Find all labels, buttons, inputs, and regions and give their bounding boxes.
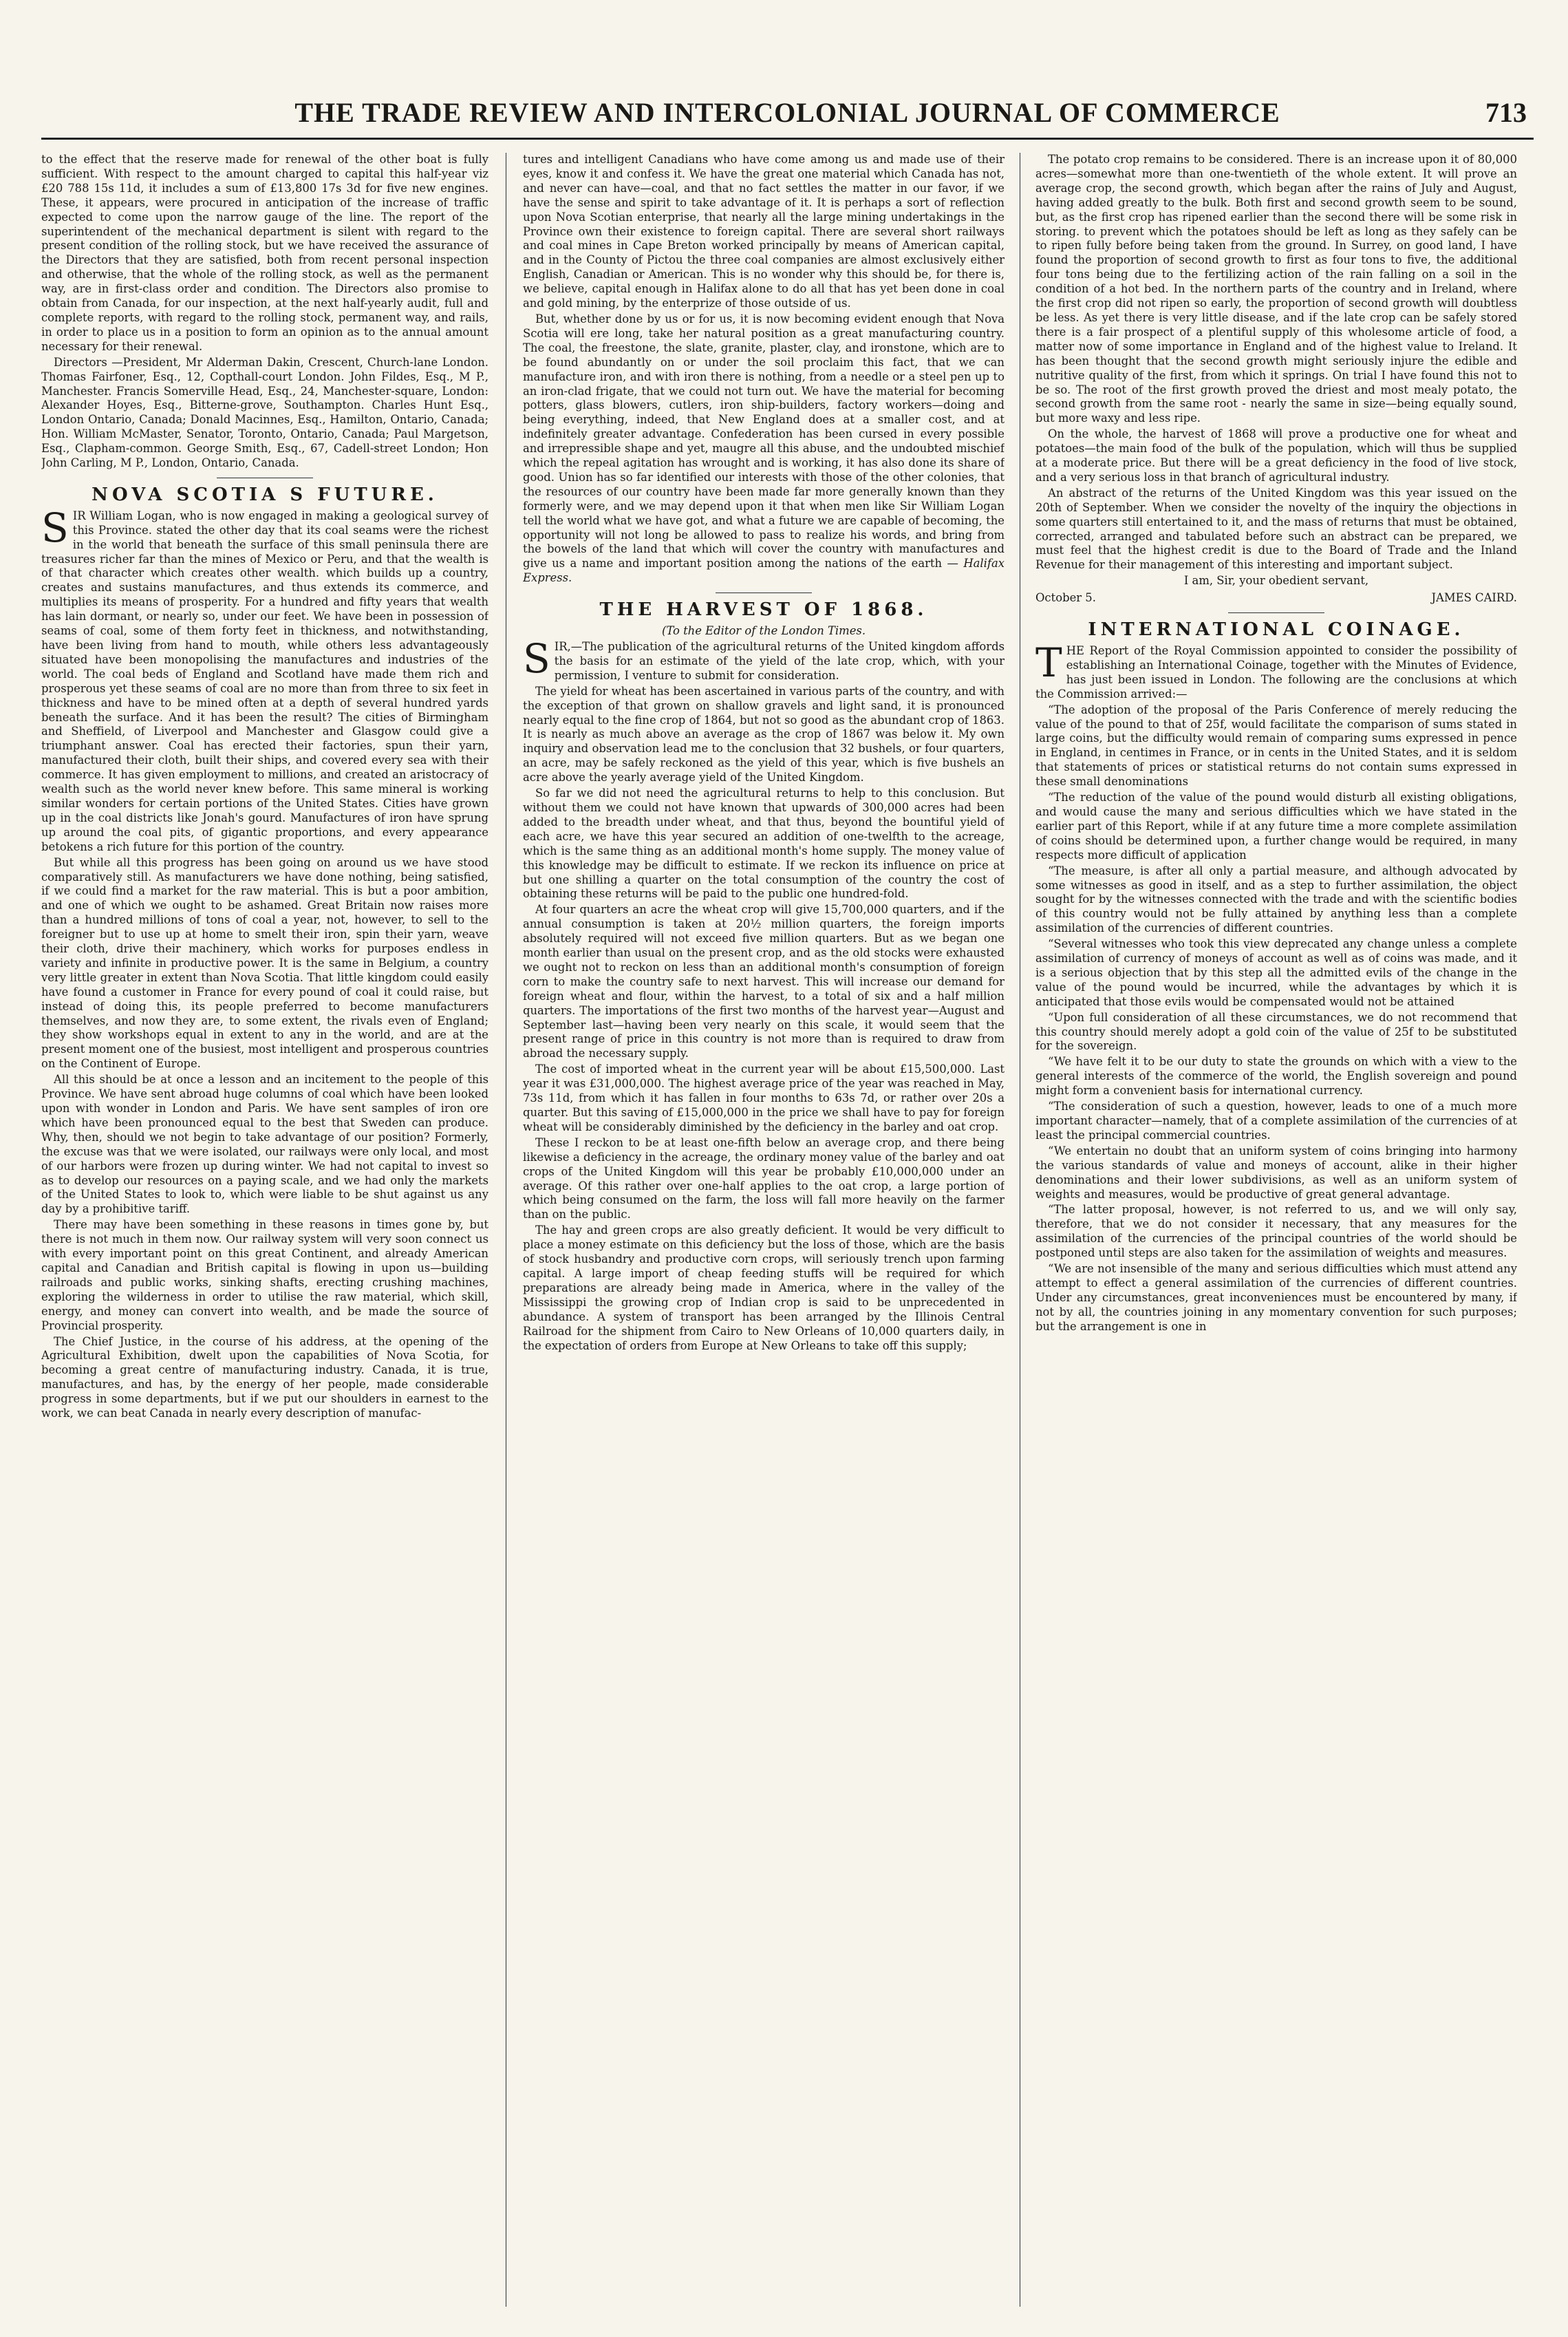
paragraph: At four quarters an acre the wheat crop will give 15,700,000 quarters, and if the annual consumption is taken at 20½ million quarters, the foreign imports absolutely required will not exceed five million quarters. But as we began one month earlier than usual on the present crop, and as the old stocks were exhausted we ought not to reckon on less than an additional month's consumption of foreign corn to make the country safe to next harvest. This will increase our demand for foreign wheat and flour, within the harvest, to a total of six and a half million quarters. The importations of the first two months of the harvest year—August and September last—having been very nearly on this scale, it would seem that the present range of price in this country is not more than is required to draw from abroad the necessary supply. bbox=[523, 903, 1005, 1060]
paragraph: “We entertain no doubt that an uniform system of coins bringing into harmony the various standards of value and moneys of account, alike in their higher denominations and their lower subdivisions, as well as an uniform system of weights and measures, would be productive of great general advantage. bbox=[1035, 1144, 1517, 1201]
signature-block bbox=[1035, 591, 1517, 606]
paragraph: “We are not insensible of the many and serious difficulties which must attend any attempt to effect a general assimilation of the currencies of different countries. Under any circumstances, great inconveniences must be encountered by many, if not by all, the countries joining in any momentary convention for such purposes; but the arrangement is one in bbox=[1035, 1262, 1517, 1333]
paragraph: These I reckon to be at least one-fifth below an average crop, and there being likewise a deficiency in the acreage, the ordinary money value of the barley and oat crops of the United Kingdom will this year be probably £10,000,000 under an average. Of this rather over one-half applies to the oat crop, a large portion of which being consumed on the farm, the loss will fall more heavily on the farmer than on the public. bbox=[523, 1135, 1005, 1221]
letter-date: October 5. bbox=[1035, 591, 1096, 605]
paragraph-text: HE Report of the Royal Commission appointed to consider the possibility of establishing an International Coinage, together with the Minutes of Evidence, has just been issued in London. The following are the conclusions at which the Commission arrived:— bbox=[1035, 644, 1517, 701]
paragraph: “The consideration of such a question, however, leads to one of a much more important character—namely, that of a complete assimilation of the currencies of at least the principal commercial countries. bbox=[1035, 1100, 1517, 1142]
paragraph: So far we did not need the agricultural returns to help to this conclusion. But without them we could not have known that upwards of 300,000 acres had been added to the breadth under wheat, and that thus, beyond the bountiful yield of each acre, we have this year secured an addition of one-twelfth to the acreage, which is the same thing as an additional month's home supply. The money value of this knowledge may be difficult to estimate. If we reckon its influence on price at but one shilling a quarter on the total consumption of the country the cost of obtaining these returns will be paid to the public one hundred-fold. bbox=[523, 787, 1005, 901]
paragraph: The cost of imported wheat in the current year will be about £15,500,000. Last year it was £31,000,000. The highest average price of the year was reached in May, 73s 11d, from which it has fallen in four months to 63s 7d, or rather over 20s a quarter. But this saving of £15,000,000 in the price we shall have to pay for foreign wheat will be considerably diminished by the deficiency in the barley and oat crop. bbox=[523, 1063, 1005, 1133]
paragraph: Directors —President, Mr Alderman Dakin, Crescent, Church-lane London. Thomas Fairfoner, Esq., 12, Copthall-court London. John Fildes, Esq., M P., Manchester. Francis Somerville Head, Esq., 24, Manchester-square, London: Alexander Hoyes, Esq., Bitterne-grove, Southampton. Charles Hunt Esq., London Ontario, Canada; Donald Macinnes, Esq., Hamilton, Ontario, Canada; Hon. William McMaster, Senator, Toronto, Ontario, Canada; Paul Margetson, Esq., Clapham-common. George Smith, Esq., 67, Cadell-street London; Hon John Carling, M P., London, Ontario, Canada. bbox=[41, 355, 488, 470]
paragraph: “The measure, is after all only a partial measure, and although advocated by some witnesses as good in itself, and as a step to further assimilation, the object sought for by the witnesses connected with the trade and with the scientific bodies of this country would not be fully attained by anything less than a complete assimilation of the currencies of different countries. bbox=[1035, 864, 1517, 935]
article-heading-coinage: INTERNATIONAL COINAGE. bbox=[1088, 619, 1465, 641]
column-1 bbox=[41, 153, 488, 2307]
source-credit: Halifax Express. bbox=[523, 557, 1005, 585]
paragraph: All this should be at once a lesson and an incitement to the people of this Province. We have sent abroad huge columns of coal which have been looked upon with wonder in London and Paris. We have sent samples of iron ore which have been pronounced equal to the best that Sweden can produce. Why, then, should we not begin to take advantage of our position? Formerly, the excuse was that we were isolated, our railways were only local, and most of our harbors were frozen up during winter. We had not capital to invest so as to develop our resources on a paying scale, and we had only the markets of the United States to look to, which were liable to be shut against us any day by a prohibitive tariff. bbox=[41, 1073, 488, 1216]
article-heading-nova-scotia: NOVA SCOTIA S FUTURE. bbox=[92, 484, 438, 505]
section-divider bbox=[1228, 612, 1324, 613]
paragraph: An abstract of the returns of the United Kingdom was this year issued on the 20th of September. When we consider the novelty of the inquiry the objections in some quarters still entertained to it, and the mass of returns that must be obtained, corrected, arranged and tabulated before such an abstract can be prepared, we must feel that the highest credit is due to the Board of Trade and the Inland Revenue for their management of this interesting and important subject. bbox=[1035, 486, 1517, 572]
paragraph: “We have felt it to be our duty to state the grounds on which with a view to the general interests of the commerce of the world, the English sovereign and pound might form a convenient basis for international currency. bbox=[1035, 1055, 1517, 1098]
paragraph: tures and intelligent Canadians who have come among us and made use of their eyes, know it and confess it. We have the great one material which Canada has not, and never can have—coal, and that no fact settles the matter in our favor, if we have the sense and spirit to take advantage of it. It is perhaps a sort of reflection upon Nova Scotian enterprise, that nearly all the large mining undertakings in the Province own their existence to foreign capital. There are several short railways and coal mines in Cape Breton worked principally by means of American capital, and in the County of Pictou the three coal companies are almost exclusively either English, Canadian or American. This is no wonder why this should be, for there is, we believe, capital enough in Halifax alone to do all that has yet been done in coal and gold mining, by the enterprize of those outside of us. bbox=[523, 153, 1005, 310]
drop-cap: S bbox=[41, 504, 69, 551]
paragraph: “The adoption of the proposal of the Paris Conference of merely reducing the value of the pound to that of 25f, would facilitate the comparison of sums stated in large coins, but the difficulty would remain of comparing sums expressed in pence in England, in centimes in France, or in cents in the United States, and it is seldom that statements of prices or statistical returns do not contain sums expressed in these small denominations bbox=[1035, 703, 1517, 789]
paragraph-text: But, whether done by us or for us, it is now becoming evident enough that Nova Scotia will ere long, take her natural position as a great manufacturing country. The coal, the freestone, the slate, granite, plaster, clay, and ironstone, which are to be found abundantly on or under the soil proclaim this fact, that we can manufacture iron, and with iron there is nothing, from a needle or a steel pen up to an iron-clad frigate, that we could not turn out. We have the material for becoming potters, glass blowers, cutlers, iron ship-builders, factory workers—doing and being everything, indeed, that New England does at a smaller cost, and at indefinitely greater advantage. Confederation has been cursed in every possible and irrepressible shape and yet, maugre all this abuse, and the undoubted mischief which the repeal agitation has wrought and is working, it has also done its share of good. Union has so far identified our interests with those of the other colonies, that the resources of our country have been made far more generally known than they formerly were, and we may depend upon it that when men like Sir William Logan tell the world what we have got, and what a future we are capable of becoming, the opportunity will not long be allowed to pass to realize his words, and bring from the bowels of the land that which will cover the country with manufactures and give us a name and important position among the nations of the earth — bbox=[523, 312, 1005, 570]
paragraph: to the effect that the reserve made for renewal of the other boat is fully sufficient. With respect to the amount charged to capital this half-year viz £20 788 15s 11d, it includes a sum of £13,800 17s 3d for five new engines. These, it appears, were procured in anticipation of the increase of traffic expected to come upon the narrow gauge of the line. The report of the superintendent of the mechanical department is silent with regard to the present condition of the rolling stock, but we have received the assurance of the Directors that they are satisfied, both from recent personal inspection and otherwise, that the whole of the rolling stock, as well as the permanent way, are in first-class order and condition. The Directors also promise to obtain from Canada, for our inspection, at the next half-yearly audit, full and complete reports, with regard to the rolling stock, permanent way, and rails, in order to place us in a position to form an opinion as to the annual amount necessary for their renewal. bbox=[41, 153, 488, 353]
paragraph: There may have been something in these reasons in times gone by, but there is not much in them now. Our railway system will very soon connect us with every important point on this great Continent, and already American capital and Canadian and British capital is flowing in upon us—building railroads and public works, sinking shafts, erecting crushing machines, exploring the wilderness in order to utilise the raw material, which skill, energy, and money can convert into wealth, and be made the source of Provincial prosperity. bbox=[41, 1218, 488, 1332]
paragraph: But while all this progress has been going on around us we have stood comparatively still. As manufacturers we have done nothing, being satisfied, if we could find a market for the raw material. This is but a poor ambition, and one of which we ought to be ashamed. Great Britain now raises more than a hundred millions of tons of coal a year, not, however, to sell to the foreigner but to use up at home to smelt their iron, spin their yarn, weave their cloth, drive their machinery, which works for purposes endless in variety and infinite in productive power. It is the same in Belgium, a country very little greater in extent than Nova Scotia. That little kingdom could easily have found a customer in France for every pound of coal it could raise, but instead of doing this, its people preferred to become manufacturers themselves, and now they are, to some extent, the rivals even of England; they show workshops equal in extent to any in the world, and are at the present moment one of the busiest, most intelligent and prosperous countries on the Continent of Europe. bbox=[41, 855, 488, 1071]
article-heading-harvest: THE HARVEST OF 1868. bbox=[599, 599, 928, 621]
column-3 bbox=[1035, 153, 1517, 2307]
paragraph: The potato crop remains to be considered. There is an increase upon it of 80,000 acres—somewhat more than one-twentieth of the whole extent. It will prove an average crop, the second growth, which began after the rains of July and August, having added greatly to the bulk. Both first and second growth seem to be sound, but, as the first crop has ripened earlier than the second there will be some risk in storing. to prevent which the potatoes should be left as long as they safely can be to ripen fully before being taken from the ground. In Surrey, on good land, I have found the proportion of second growth to first as four tons to five, the additional four tons being due to the fertilizing action of the rain falling on a soil in the condition of a hot bed. In the northern parts of the country and in Ireland, where the first crop did not ripen so early, the proportion of second growth will doubtless be less. As yet there is very little disease, and if the late crop can be safely stored there is a fair prospect of a plentiful supply of this wholesome article of food, a matter now of some importance in England and of the highest value to Ireland. It has been thought that the second growth might seriously injure the edible and nutritive quality of the first, from which it springs. On trial I have found this not to be so. The root of the first growth proved the driest and most mealy potato, the second growth from the same root - nearly the same in size—being equally sound, but more waxy and less ripe. bbox=[1035, 153, 1517, 425]
masthead bbox=[41, 96, 1534, 140]
paragraph: The yield for wheat has been ascertained in various parts of the country, and with the exception of that grown on shallow gravels and light sand, it is pronounced nearly equal to the fine crop of 1864, but not so good as the abundant crop of 1863. It is nearly as much above an average as the crop of 1867 was below it. My own inquiry and observation lead me to the conclusion that 32 bushels, or four quarters, an acre, may be safely reckoned as the yield of this year, which is five bushels an acre above the yearly average yield of the United Kingdom. bbox=[523, 684, 1005, 785]
closing-line: I am, Sir, your obedient servant, bbox=[1183, 574, 1369, 588]
page-number: 713 bbox=[1485, 97, 1527, 128]
paragraph bbox=[41, 504, 488, 855]
paragraph bbox=[523, 312, 1005, 586]
paragraph: On the whole, the harvest of 1868 will prove a productive one for wheat and potatoes—the main food of the bulk of the population, which will thus be supplied at a moderate price. But there will be a great deficiency in the food of live stock, and a very serious loss in that branch of agricultural industry. bbox=[1035, 427, 1517, 484]
paragraph bbox=[1035, 639, 1517, 702]
article-subheading: (To the Editor of the London Times. bbox=[661, 624, 866, 638]
letter-signer: JAMES CAIRD. bbox=[1431, 591, 1517, 605]
paragraph: “Several witnesses who took this view deprecated any change unless a complete assimilation of currency of moneys of account as well as of coins was made, and it is a serious objection that by this step all the admitted evils of the change in the value of the pound would be incurred, while the advantages by which it is anticipated that those evils would be compensated would not be attained bbox=[1035, 937, 1517, 1008]
paragraph: The hay and green crops are also greatly deficient. It would be very difficult to place a money estimate on this deficiency but the loss of those, which are the basis of stock husbandry and productive corn crops, will seriously trench upon farming capital. A large import of cheap feeding stuffs will be required for which preparations are already being made in America, where in the valley of the Mississippi the growing crop of Indian crop is said to be unprecedented in abundance. A system of transport has been arranged by the Illinois Central Railroad for the shipment from Cairo to New Orleans of 10,000 quarters daily, in the expectation of orders from Europe at New Orleans to take off this supply; bbox=[523, 1224, 1005, 1352]
paragraph: “The reduction of the value of the pound would disturb all existing obligations, and would cause the many and serious difficulties which we have stated in the earlier part of this Report, while if at any future time a more complete assimilation of coins should be determined upon, a further change would be required, in many respects more difficult of application bbox=[1035, 791, 1517, 862]
paragraph-text: IR,—The publication of the agricultural returns of the United kingdom affords the basis for an estimate of the yield of the late crop, which, with your permission, I venture to submit for consideration. bbox=[554, 640, 1005, 682]
column-2 bbox=[523, 153, 1005, 2307]
paragraph: The Chief Justice, in the course of his address, at the opening of the Agricultural Exhibition, dwelt upon the capabilities of Nova Scotia, for becoming a great centre of manufacturing industry. Canada, it is true, manufactures, and has, by the energy of her people, made considerable progress in some departments, but if we put our shoulders in earnest to the work, we can beat Canada in nearly every description of manufac- bbox=[41, 1334, 488, 1420]
paragraph bbox=[523, 635, 1005, 683]
drop-cap: S bbox=[523, 635, 550, 682]
journal-title: THE TRADE REVIEW AND INTERCOLONIAL JOURNAL OF COMMERCE bbox=[294, 97, 1280, 128]
paragraph: “The latter proposal, however, is not referred to us, and we will only say, therefore, that we do not consider it necessary, that any measures for the assimilation of the currencies of the principal countries of the world should be postponed until steps are also taken for the assimilation of weights and measures. bbox=[1035, 1203, 1517, 1260]
paragraph-text: IR William Logan, who is now engaged in making a geological survey of this Province. stated the other day that its coal seams were the richest in the world that beneath the surface of this small peninsula there are treasures richer far than the mines of Mexico or Peru, and that the wealth is of that character which creates other wealth. which builds up a country, creates and sustains manufactures, and thus extends its commerce, and multiplies its means of prosperity. For a hundred and fifty years that wealth has lain dormant, or nearly so, under our feet. We have been in possession of seams of coal, some of them forty feet in thickness, and notwithstanding, have been living from hand to mouth, while others less advantageously situated have been monopolising the manufactures and industries of the world. The coal beds of England and Scotland have made them rich and prosperous yet these seams of coal are no more than from three to six feet in thickness and have to be mined often at a depth of several hundred yards beneath the surface. And it has been the result? The cities of Birmingham and Sheffield, of Liverpool and Manchester and Glasgow could give a triumphant answer. Coal has erected their factories, spun their yarn, manufactured their cloth, built their ships, and covered every sea with their commerce. It has given employment to millions, and created an aristocracy of wealth such as the world never knew before. This same mineral is working similar wonders for certain portions of the United States. Cities have grown up in the coal districts like Jonah's gourd. Manufactures of iron have sprung up around the coal pits, of gigantic proportions, and every appearance betokens a rich future for this portion of the country. bbox=[41, 509, 488, 853]
paragraph: “Upon full consideration of all these circumstances, we do not recommend that this country should merely adopt a gold coin of the value of 25f to be substituted for the sovereign. bbox=[1035, 1010, 1517, 1053]
drop-cap: T bbox=[1035, 639, 1062, 686]
